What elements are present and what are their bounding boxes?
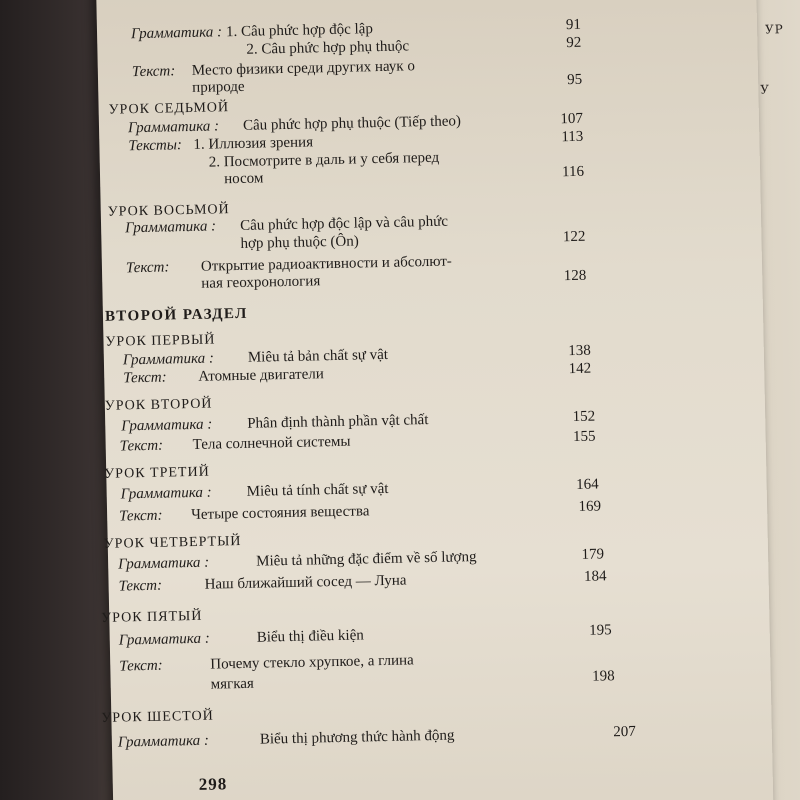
page-ref: 155 [572,428,596,446]
entry-text: 1. Иллюзия зрения [193,134,314,153]
page-ref: 116 [561,163,585,181]
page-ref: 198 [591,668,615,685]
page-ref: 207 [613,723,636,741]
section-heading: ВТОРОЙ РАЗДЕЛ [104,305,249,325]
entry-text: Наш ближайший сосед — Луна [204,572,407,593]
entry-label: Тексты: [128,137,183,155]
page-ref: 122 [562,228,586,246]
entry-text: Четыре состояния вещества [190,503,370,524]
page-ref: 107 [560,110,584,128]
page-ref: 128 [563,267,587,285]
page-ref: 195 [588,622,612,639]
contents-page [96,0,773,800]
lesson-heading: УРОК ТРЕТИЙ [104,464,210,482]
page-ref: 152 [572,408,596,426]
entry-text: Biểu thị điều kiện [256,627,364,646]
page-ref: 164 [575,476,599,493]
entry-text: Phân định thành phần vật chất [247,412,429,432]
table-of-contents [96,0,773,800]
page-ref: 169 [578,498,602,515]
entry-text: ная геохронология [201,273,321,292]
page-ref: 92 [566,34,582,52]
entry-text: носом [223,170,264,188]
page-ref: 179 [581,546,605,563]
lesson-heading: УРОК ЧЕТВЕРТЫЙ [103,533,242,552]
entry-text: 1. Câu phức hợp độc lập [225,21,374,41]
entry-label: Текст: [125,259,170,277]
entry-label: Грамматика : [127,118,220,137]
entry-text: Biểu thị phương thức hành động [259,727,455,748]
entry-text: мягкая [210,675,255,693]
lesson-heading: УРОК ПЯТЫЙ [101,608,203,626]
entry-label: Грамматика : [120,484,212,503]
entry-text: Miêu tả tính chất sự vật [246,480,389,500]
entry-label: Текст: [131,63,176,81]
entry-label: Грамматика : [117,732,210,751]
lesson-heading: УРОК ВТОРОЙ [104,396,213,414]
entry-text: природе [192,78,245,96]
entry-label: Грамматика : [124,218,217,237]
page-ref: 184 [583,568,607,585]
entry-label: Грамматика : [118,554,210,573]
entry-text: Miêu tả bản chất sự vật [247,346,389,366]
entry-label: Грамматика : [118,630,210,649]
page-ref: 91 [565,16,582,34]
entry-label: Текст: [118,577,163,595]
entry-text: Miêu tả những đặc điểm về số lượng [255,549,477,570]
entry-label: Грамматика : [122,350,215,369]
entry-text: Место физики среди других наук о [191,58,416,79]
right-page-fragment: У [760,82,771,97]
lesson-heading: УРОК ШЕСТОЙ [101,708,214,726]
entry-label: Текст: [119,437,164,455]
entry-label: Грамматика : [121,416,213,435]
entry-label: Грамматика : [130,24,223,43]
page-ref: 138 [568,342,591,360]
entry-text: Открытие радиоактивности и абсолют- [200,253,453,275]
right-page-fragment: УР [764,22,784,37]
page-number: 298 [198,774,228,794]
lesson-heading: УРОК ВОСЬМОЙ [107,202,230,220]
entry-text: Атомные двигатели [198,366,324,385]
lesson-heading: УРОК СЕДЬМОЙ [108,100,230,118]
entry-text: 2. Câu phức hợp phụ thuộc [246,38,410,58]
page-ref: 142 [568,360,592,378]
lesson-heading: УРОК ПЕРВЫЙ [105,332,216,350]
entry-text: Câu phức hợp phụ thuộc (Tiếp theo) [242,113,462,134]
entry-label: Текст: [119,507,163,525]
page-ref: 95 [566,71,583,89]
entry-text: 2. Посмотрите в даль и у себя перед [208,149,440,171]
entry-text: Câu phức hợp độc lập và câu phức [239,213,449,234]
entry-text: Тела солнечной системы [192,433,351,453]
entry-label: Текст: [123,369,167,387]
entry-text: hợp phụ thuộc (Ôn) [240,233,359,252]
entry-text: Почему стекло хрупкое, а глина [210,652,414,673]
entry-label: Текст: [119,657,163,675]
page-ref: 113 [561,128,584,146]
